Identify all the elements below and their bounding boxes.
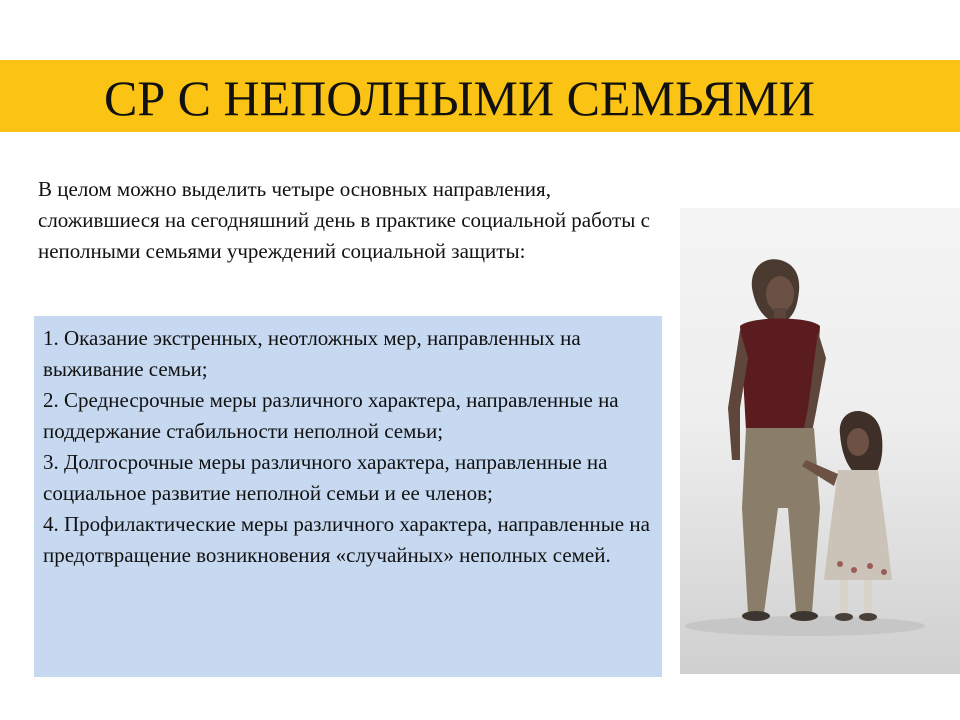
mother-figure — [728, 259, 826, 621]
intro-paragraph: В целом можно выделить четыре основных направления, сложившиеся на сегодняшний день в практике социальной работы с неполными семьями учреждений социальной защиты: — [38, 177, 650, 263]
measure-item-3: 3. Долгосрочные меры различного характера, направленные на социальное развитие неполной семьи и ее членов; — [43, 450, 608, 505]
measure-item-4: 4. Профилактические меры различного характера, направленные на предотвращение возникновения «случайных» неполных семей. — [43, 512, 650, 567]
measure-item-1: 1. Оказание экстренных, неотложных мер, направленных на выживание семьи; — [43, 326, 581, 381]
measure-item-2: 2. Среднесрочные меры различного характера, направленные на поддержание стабильности неполной семьи; — [43, 388, 619, 443]
slide-title: СР С НЕПОЛНЫМИ СЕМЬЯМИ — [104, 70, 815, 126]
mother-daughter-photo — [680, 208, 960, 674]
mother-daughter-illustration — [680, 208, 960, 674]
measures-box — [34, 316, 662, 677]
